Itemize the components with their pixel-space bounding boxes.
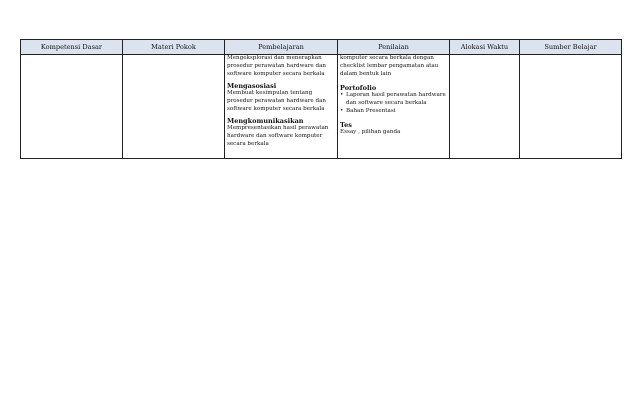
cell-sumber-belajar — [520, 55, 622, 159]
tes-text: Essay , pilihan ganda — [340, 128, 401, 135]
header-kompetensi-dasar: Kompetensi Dasar — [21, 40, 123, 55]
syllabus-table — [20, 39, 622, 159]
mengasosiasi-text: Membuat kesimpulan tentang prosedur perawatan hardware dan software komputer secara berkala — [227, 89, 327, 112]
portofolio-heading: Portofolio — [340, 83, 377, 92]
header-penilaian: Penilaian — [338, 40, 450, 55]
header-alokasi-waktu: Alokasi Waktu — [450, 40, 520, 55]
bullet-icon: • — [340, 107, 344, 114]
mengkomunikasikan-text: Mempresentasikan hasil perawatan hardware dan software komputer secara berkala — [227, 124, 329, 147]
portofolio-list — [340, 92, 448, 116]
list-item — [340, 92, 448, 108]
list-item-text: Bahan Presentasi — [346, 107, 396, 114]
table-row — [21, 55, 622, 159]
cell-materi-pokok — [123, 55, 225, 159]
header-sumber-belajar: Sumber Belajar — [520, 40, 622, 55]
header-pembelajaran: Pembelajaran — [225, 40, 338, 55]
mengkomunikasikan-heading: Mengkomunikasikan — [227, 116, 304, 125]
bullet-icon: • — [340, 91, 344, 98]
list-item-text: Laporan hasil perawatan hardware dan software secara berkala — [346, 91, 446, 106]
cell-pembelajaran — [225, 55, 338, 159]
cell-alokasi-waktu — [450, 55, 520, 159]
cell-penilaian — [338, 55, 450, 159]
tes-heading: Tes — [340, 120, 352, 129]
mengasosiasi-heading: Mengasosiasi — [227, 81, 277, 90]
list-item — [340, 108, 448, 116]
cell-kompetensi-dasar — [21, 55, 123, 159]
penilaian-intro: komputer secara berkala dengan checklist lembar pengamatan atau dalam bentuk lain — [340, 55, 439, 77]
pembelajaran-intro: Mengeksplorasi dan menerapkan prosedur perawatan hardware dan software komputer secara berkala — [227, 55, 327, 77]
header-materi-pokok: Materi Pokok — [123, 40, 225, 55]
header-row — [21, 40, 622, 55]
